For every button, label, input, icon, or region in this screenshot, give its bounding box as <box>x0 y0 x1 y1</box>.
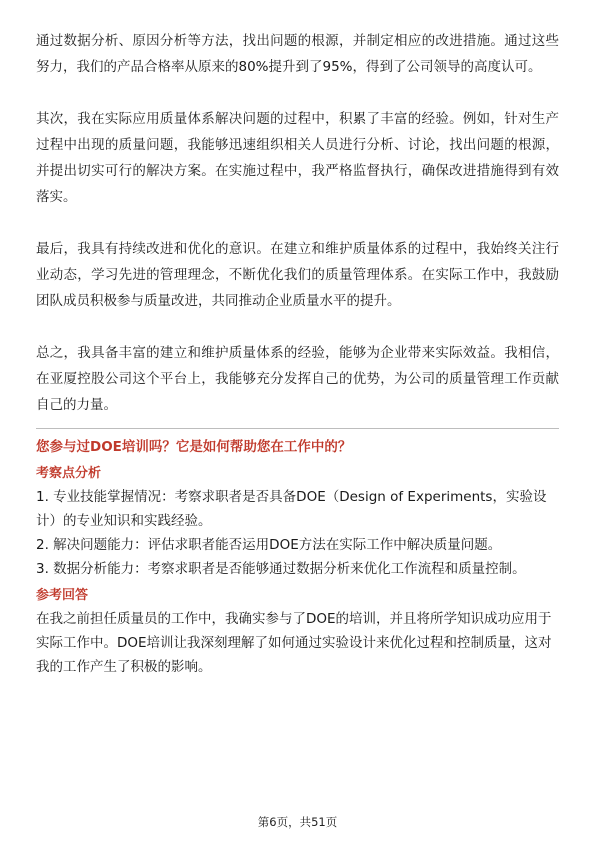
paragraph: 最后，我具有持续改进和优化的意识。在建立和维护质量体系的过程中，我始终关注行业动态，学习先进的管理理念，不断优化我们的质量管理体系。在实际工作中，我鼓励团队成员积极参与质量改进，共同推动企业质量水平的提升。 <box>36 241 559 309</box>
paragraph: 通过数据分析、原因分析等方法，找出问题的根源，并制定相应的改进措施。通过这些努力，我们的产品合格率从原来的80%提升到了95%，得到了公司领导的高度认可。 <box>36 33 559 75</box>
answer-text: 在我之前担任质量员的工作中，我确实参与了DOE的培训，并且将所学知识成功应用于实际工作中。DOE培训让我深刻理解了如何通过实验设计来优化过程和控制质量，这对我的工作产生了积极的影响。 <box>36 611 552 675</box>
paragraph: 总之，我具备丰富的建立和维护质量体系的经验，能够为企业带来实际效益。我相信，在亚厦控股公司这个平台上，我能够充分发挥自己的优势，为公司的质量管理工作贡献自己的力量。 <box>36 345 559 413</box>
analysis-item: 3. 数据分析能力：考察求职者是否能够通过数据分析来优化工作流程和质量控制。 <box>36 561 526 577</box>
page-number: 第6页，共51页 <box>257 815 338 829</box>
analysis-heading: 考察点分析 <box>36 466 102 481</box>
interview-question: 您参与过DOE培训吗？它是如何帮助您在工作中的？ <box>36 439 352 455</box>
page-content <box>36 28 559 679</box>
analysis-item: 1. 专业技能掌握情况：考察求职者是否具备DOE（Design of Experiments，实验设计）的专业知识和实践经验。 <box>36 489 547 529</box>
paragraph: 其次，我在实际应用质量体系解决问题的过程中，积累了丰富的经验。例如，针对生产过程中出现的质量问题，我能够迅速组织相关人员进行分析、讨论，找出问题的根源，并提出切实可行的解决方案。在实施过程中，我严格监督执行，确保改进措施得到有效落实。 <box>36 111 559 205</box>
section-divider <box>36 428 559 429</box>
answer-heading: 参考回答 <box>36 588 89 603</box>
analysis-item: 2. 解决问题能力：评估求职者能否运用DOE方法在实际工作中解决质量问题。 <box>36 537 502 553</box>
